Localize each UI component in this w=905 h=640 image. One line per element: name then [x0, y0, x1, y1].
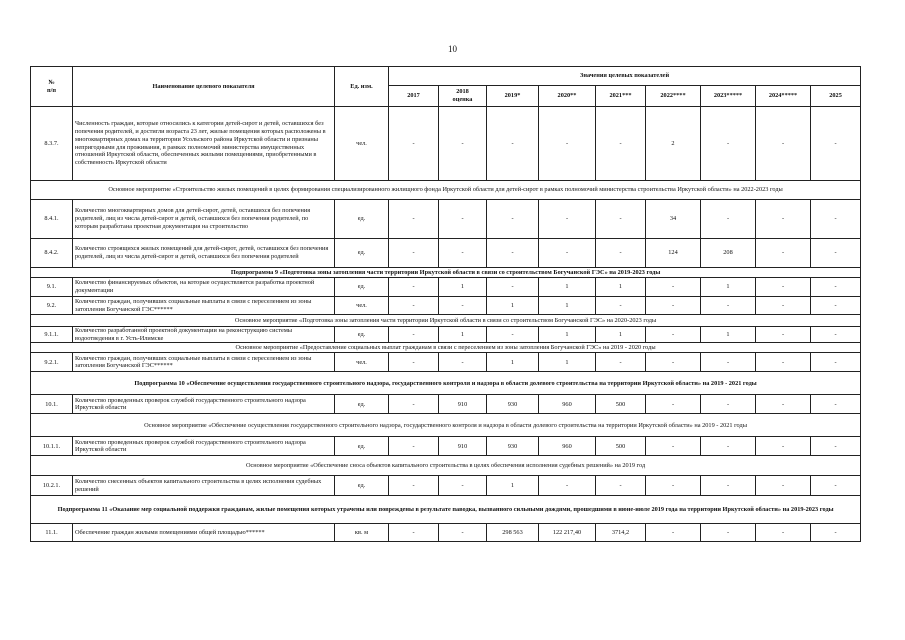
value-cell: -: [811, 353, 861, 372]
value-cell: 960: [539, 437, 596, 456]
value-cell: 1: [487, 353, 539, 372]
table-row: [31, 200, 861, 239]
unit-cell: кв. м: [335, 524, 389, 542]
section-row: [31, 496, 861, 524]
indicator-name: Количество граждан, получивших социальные выплаты в связи с переселением из зоны затопления Богучанской ГЭС******: [73, 297, 335, 315]
indicator-name: Количество разработанной проектной документации на реконструкцию системы водоотведения в г. Усть-Илимске: [73, 327, 335, 343]
indicator-name: Численность граждан, которые относились к категории детей-сирот и детей, оставшихся без попечения родителей, и достигли возраста 23 лет, жилые помещения которых расположены в многоквартирных домах на территории Усольского района Иркутской области и признаны непригодными для проживания, в рамках полномочий министерства имущественных отношений Иркутской области, обеспеченных жилыми помещениями, приобретенными в собственность Иркутской области: [73, 107, 335, 181]
section-title: Подпрограмма 10 «Обеспечение осуществления государственного строительного надзора, государственного контроля и надзора в области долевого строительства на территории Иркутской области» на 2019 - 2021 годы: [31, 372, 861, 395]
value-cell: -: [389, 297, 439, 315]
section-row: [31, 181, 861, 200]
page-number: 10: [448, 44, 457, 54]
header-year: 2019*: [487, 86, 539, 107]
value-cell: 1: [596, 327, 646, 343]
value-cell: -: [811, 107, 861, 181]
section-row: [31, 414, 861, 437]
table-row: [31, 239, 861, 268]
unit-cell: ед.: [335, 239, 389, 268]
header-year: 2017: [389, 86, 439, 107]
value-cell: -: [389, 327, 439, 343]
value-cell: -: [756, 107, 811, 181]
value-cell: -: [756, 476, 811, 496]
value-cell: 1: [439, 278, 487, 297]
section-row: [31, 315, 861, 327]
value-cell: -: [646, 524, 701, 542]
value-cell: -: [811, 437, 861, 456]
value-cell: -: [389, 437, 439, 456]
value-cell: -: [487, 327, 539, 343]
value-cell: -: [811, 476, 861, 496]
unit-cell: ед.: [335, 200, 389, 239]
row-number: 8.3.7.: [31, 107, 73, 181]
header-year: 2022****: [646, 86, 701, 107]
value-cell: -: [811, 524, 861, 542]
value-cell: 960: [539, 395, 596, 414]
value-cell: 1: [596, 278, 646, 297]
value-cell: -: [811, 327, 861, 343]
value-cell: -: [811, 395, 861, 414]
value-cell: -: [756, 200, 811, 239]
value-cell: -: [756, 239, 811, 268]
value-cell: -: [701, 297, 756, 315]
value-cell: -: [539, 107, 596, 181]
value-cell: -: [596, 353, 646, 372]
header-year: 2024*****: [756, 86, 811, 107]
row-number: 9.2.1.: [31, 353, 73, 372]
value-cell: -: [389, 239, 439, 268]
section-title: Подпрограмма 9 «Подготовка зоны затопления части территории Иркутской области в связи со строительством Богучанской ГЭС» на 2019-2023 годы: [31, 268, 861, 278]
table-row: [31, 107, 861, 181]
unit-cell: ед.: [335, 476, 389, 496]
header-year: 2020**: [539, 86, 596, 107]
header-name: Наименование целевого показателя: [73, 67, 335, 107]
table-row: [31, 476, 861, 496]
value-cell: 930: [487, 437, 539, 456]
value-cell: -: [539, 476, 596, 496]
value-cell: -: [439, 524, 487, 542]
indicators-table: [30, 66, 861, 542]
value-cell: 1: [487, 297, 539, 315]
value-cell: 34: [646, 200, 701, 239]
value-cell: -: [596, 297, 646, 315]
value-cell: -: [389, 107, 439, 181]
value-cell: -: [646, 476, 701, 496]
indicator-name: Количество снесенных объектов капитального строительства в целях исполнения судебных решений: [73, 476, 335, 496]
indicator-name: Количество строящихся жилых помещений для детей-сирот, детей, оставшихся без попечения родителей, лиц из числа детей-сирот и детей, оставшихся без попечения родителей: [73, 239, 335, 268]
value-cell: -: [701, 200, 756, 239]
header-year: 2021***: [596, 86, 646, 107]
row-number: 10.1.1.: [31, 437, 73, 456]
value-cell: -: [646, 278, 701, 297]
value-cell: 1: [439, 327, 487, 343]
value-cell: -: [389, 200, 439, 239]
indicator-name: Количество многоквартирных домов для детей-сирот, детей, оставшихся без попечения родителей, лиц из числа детей-сирот и детей, оставшихся без попечения родителей, по которым разработана проектная документация на строительство: [73, 200, 335, 239]
table-row: [31, 327, 861, 343]
table-body: [31, 107, 861, 542]
unit-cell: чел.: [335, 297, 389, 315]
header-values-title: Значения целевых показателей: [389, 67, 861, 86]
value-cell: -: [439, 353, 487, 372]
value-cell: 1: [701, 278, 756, 297]
value-cell: -: [389, 395, 439, 414]
value-cell: -: [539, 239, 596, 268]
value-cell: -: [701, 437, 756, 456]
indicator-name: Количество граждан, получивших социальные выплаты в связи с переселением из зоны затопления Богучанской ГЭС******: [73, 353, 335, 372]
unit-cell: ед.: [335, 395, 389, 414]
header-year: 2023*****: [701, 86, 756, 107]
value-cell: -: [646, 327, 701, 343]
value-cell: -: [811, 297, 861, 315]
table-row: [31, 278, 861, 297]
value-cell: -: [439, 239, 487, 268]
header-unit: Ед. изм.: [335, 67, 389, 107]
value-cell: 1: [539, 327, 596, 343]
value-cell: -: [539, 200, 596, 239]
value-cell: -: [701, 395, 756, 414]
indicator-name: Количество финансируемых объектов, на которые осуществляется разработка проектной документации: [73, 278, 335, 297]
value-cell: -: [439, 107, 487, 181]
table-row: [31, 395, 861, 414]
value-cell: -: [756, 437, 811, 456]
unit-cell: ед.: [335, 327, 389, 343]
row-number: 9.1.: [31, 278, 73, 297]
value-cell: 208: [701, 239, 756, 268]
row-number: 10.2.1.: [31, 476, 73, 496]
section-row: [31, 456, 861, 476]
value-cell: -: [811, 200, 861, 239]
value-cell: -: [756, 353, 811, 372]
value-cell: -: [389, 476, 439, 496]
value-cell: -: [596, 200, 646, 239]
section-row: [31, 343, 861, 353]
value-cell: -: [487, 107, 539, 181]
value-cell: -: [487, 278, 539, 297]
value-cell: -: [756, 327, 811, 343]
value-cell: -: [811, 239, 861, 268]
value-cell: -: [487, 239, 539, 268]
row-number: 10.1.: [31, 395, 73, 414]
header-year: 2025: [811, 86, 861, 107]
section-row: [31, 268, 861, 278]
value-cell: 122 217,40: [539, 524, 596, 542]
value-cell: -: [646, 353, 701, 372]
value-cell: -: [811, 278, 861, 297]
header-num: № п/п: [31, 67, 73, 107]
value-cell: 500: [596, 437, 646, 456]
section-title: Основное мероприятие «Подготовка зоны затопления части территории Иркутской области в связи со строительством Богучанской ГЭС» на 2020-2023 годы: [31, 315, 861, 327]
value-cell: -: [646, 437, 701, 456]
unit-cell: ед.: [335, 278, 389, 297]
value-cell: 1: [701, 327, 756, 343]
section-title: Подпрограмма 11 «Оказание мер социальной поддержки гражданам, жилые помещения которых утрачены или повреждены в результате паводка, вызванного сильными дождями, прошедшими в июне-июле 2019 года на территории Иркутской области» на 2019-2023 годы: [31, 496, 861, 524]
value-cell: -: [756, 395, 811, 414]
value-cell: -: [646, 395, 701, 414]
row-number: 8.4.2.: [31, 239, 73, 268]
value-cell: -: [487, 200, 539, 239]
value-cell: -: [756, 278, 811, 297]
row-number: 8.4.1.: [31, 200, 73, 239]
value-cell: -: [389, 353, 439, 372]
indicator-name: Количество проведенных проверок службой государственного строительного надзора Иркутской области: [73, 437, 335, 456]
value-cell: 124: [646, 239, 701, 268]
row-number: 9.2.: [31, 297, 73, 315]
value-cell: -: [389, 524, 439, 542]
value-cell: -: [439, 297, 487, 315]
value-cell: -: [596, 476, 646, 496]
section-row: [31, 372, 861, 395]
section-title: Основное мероприятие «Обеспечение осуществления государственного строительного надзора, государственного контроля и надзора в области долевого строительства на территории Иркутской области» на 2019 - 2021 годы: [31, 414, 861, 437]
section-title: Основное мероприятие «Обеспечение сноса объектов капитального строительства в целях обеспечения исполнения судебных решений» на 2019 год: [31, 456, 861, 476]
unit-cell: ед.: [335, 437, 389, 456]
unit-cell: чел.: [335, 353, 389, 372]
table-row: [31, 524, 861, 542]
indicator-name: Обеспечение граждан жилыми помещениями общей площадью******: [73, 524, 335, 542]
value-cell: 1: [487, 476, 539, 496]
value-cell: 910: [439, 437, 487, 456]
table-row: [31, 297, 861, 315]
value-cell: -: [701, 476, 756, 496]
value-cell: -: [596, 239, 646, 268]
value-cell: 3714,2: [596, 524, 646, 542]
value-cell: -: [439, 476, 487, 496]
unit-cell: чел.: [335, 107, 389, 181]
value-cell: -: [756, 297, 811, 315]
value-cell: 1: [539, 297, 596, 315]
value-cell: -: [756, 524, 811, 542]
value-cell: -: [389, 278, 439, 297]
value-cell: -: [701, 524, 756, 542]
value-cell: -: [701, 107, 756, 181]
header-year: 2018 оценка: [439, 86, 487, 107]
value-cell: 500: [596, 395, 646, 414]
value-cell: -: [646, 297, 701, 315]
value-cell: 930: [487, 395, 539, 414]
value-cell: 1: [539, 353, 596, 372]
value-cell: 1: [539, 278, 596, 297]
value-cell: -: [596, 107, 646, 181]
table-row: [31, 437, 861, 456]
row-number: 9.1.1.: [31, 327, 73, 343]
section-title: Основное мероприятие «Предоставление социальных выплат гражданам в связи с переселением из зоны затопления Богучанской ГЭС» на 2019 - 2020 годы: [31, 343, 861, 353]
value-cell: 298 563: [487, 524, 539, 542]
value-cell: -: [439, 200, 487, 239]
value-cell: 910: [439, 395, 487, 414]
indicator-name: Количество проведенных проверок службой государственного строительного надзора Иркутской области: [73, 395, 335, 414]
value-cell: 2: [646, 107, 701, 181]
row-number: 11.1.: [31, 524, 73, 542]
table-row: [31, 353, 861, 372]
value-cell: -: [701, 353, 756, 372]
section-title: Основное мероприятие «Строительство жилых помещений в целях формирования специализированного жилищного фонда Иркутской области для детей-сирот в рамках полномочий министерства строительства Иркутской области» на 2022-2023 годы: [31, 181, 861, 200]
